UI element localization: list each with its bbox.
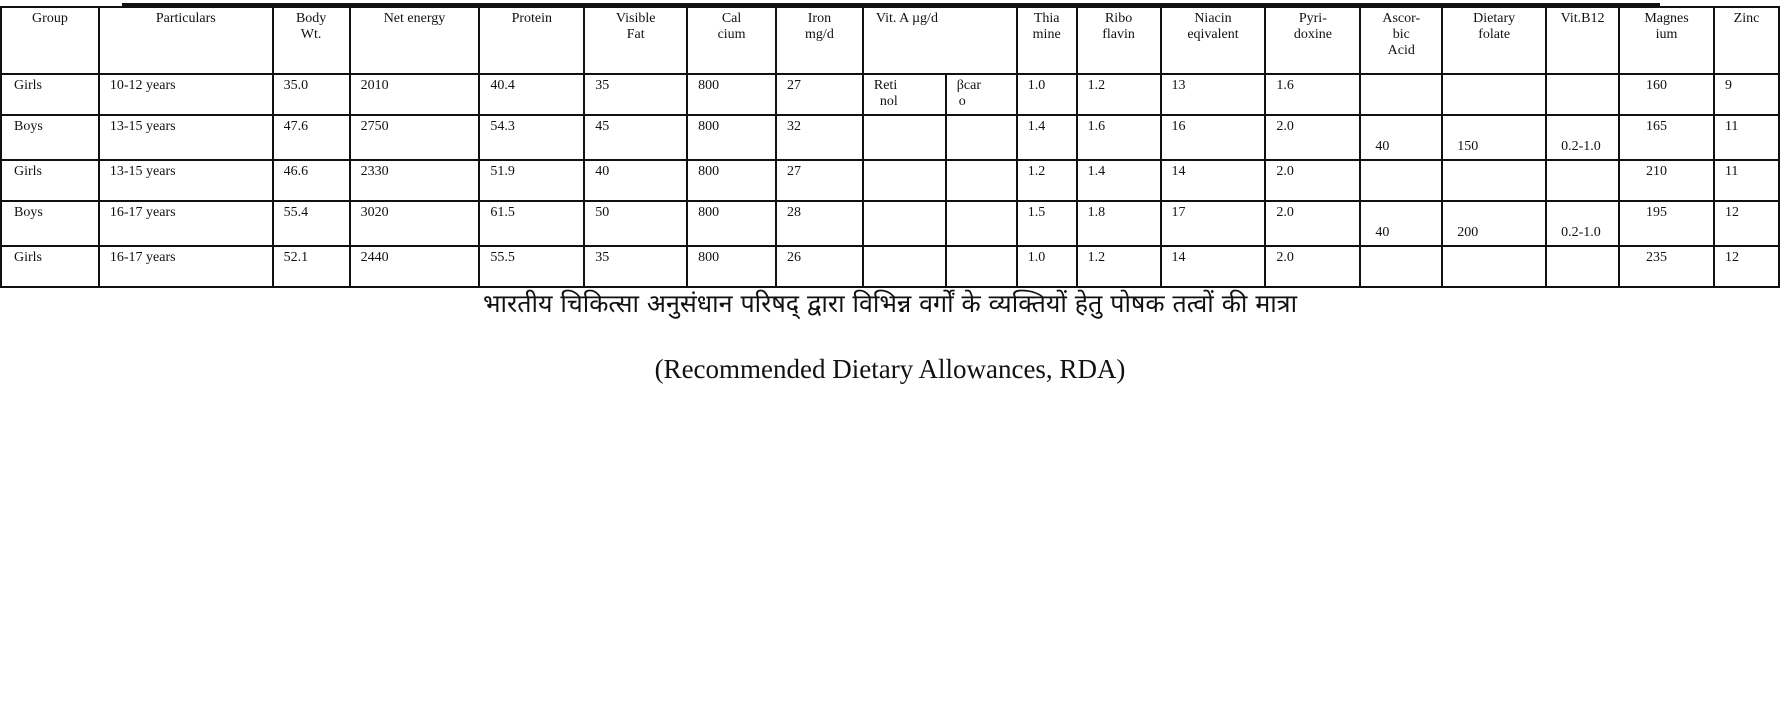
cell-ascorbic: 40 <box>1360 201 1442 246</box>
cell-vita-bcarotene <box>946 246 1017 287</box>
header-line: Vit.B12 <box>1560 11 1605 26</box>
header-net-energy <box>350 7 480 74</box>
cell-group: Girls <box>1 160 99 201</box>
cell-calcium: 800 <box>687 115 776 160</box>
cell-fat: 35 <box>584 74 687 115</box>
cell-vita-retinol <box>863 160 946 201</box>
cell-niacin: 14 <box>1161 160 1266 201</box>
header-line: folate <box>1478 27 1511 42</box>
cell-magnesium: 160 <box>1619 74 1714 115</box>
cell-particulars: 13-15 years <box>99 160 273 201</box>
header-line: Particulars <box>155 11 216 26</box>
cell-ascorbic: 40 <box>1360 115 1442 160</box>
cell-magnesium: 235 <box>1619 246 1714 287</box>
header-particulars <box>99 7 273 74</box>
header-line: bic <box>1392 27 1410 42</box>
cell-folate: 150 <box>1442 115 1546 160</box>
caption-hindi: भारतीय चिकित्सा अनुसंधान परिषद् द्वारा विभिन्न वर्गों के व्यक्तियों हेतु पोषक तत्वों की मात्रा <box>482 289 1298 318</box>
cell-calcium: 800 <box>687 201 776 246</box>
cell-particulars: 13-15 years <box>99 115 273 160</box>
cell-b12: 0.2-1.0 <box>1546 115 1619 160</box>
header-thiamine <box>1017 7 1077 74</box>
header-line: Zinc <box>1733 11 1760 26</box>
header-line: Ascor- <box>1382 11 1421 26</box>
cell-ascorbic <box>1360 246 1442 287</box>
cell-calcium: 800 <box>687 246 776 287</box>
header-calcium <box>687 7 776 74</box>
cell-zinc: 11 <box>1714 160 1779 201</box>
cell-body_wt: 52.1 <box>273 246 350 287</box>
header-line: mg/d <box>805 27 834 42</box>
cell-pyridoxine: 2.0 <box>1265 201 1360 246</box>
cell-energy: 2750 <box>350 115 480 160</box>
header-line: doxine <box>1293 27 1332 42</box>
cell-zinc: 12 <box>1714 246 1779 287</box>
header-dietary-folate <box>1442 7 1546 74</box>
cell-magnesium: 210 <box>1619 160 1714 201</box>
header-niacin <box>1161 7 1266 74</box>
cell-protein: 40.4 <box>479 74 584 115</box>
cell-ascorbic <box>1360 160 1442 201</box>
header-line: Thia <box>1033 11 1060 26</box>
cell-fat: 35 <box>584 246 687 287</box>
header-riboflavin <box>1077 7 1161 74</box>
header-ascorbic-acid <box>1360 7 1442 74</box>
cell-b12 <box>1546 160 1619 201</box>
cell-particulars: 16-17 years <box>99 246 273 287</box>
header-group <box>1 7 99 74</box>
header-line: Vit. A µg/d <box>875 11 938 26</box>
cell-b12 <box>1546 74 1619 115</box>
cell-iron: 26 <box>776 246 863 287</box>
rda-table <box>0 6 1780 288</box>
cell-pyridoxine: 2.0 <box>1265 115 1360 160</box>
header-line: Pyri- <box>1298 11 1327 26</box>
cell-riboflavin: 1.8 <box>1077 201 1161 246</box>
header-line: Body <box>295 11 327 26</box>
header-magnesium <box>1619 7 1714 74</box>
header-line: Magnes <box>1644 11 1689 26</box>
cell-body_wt: 35.0 <box>273 74 350 115</box>
cell-calcium: 800 <box>687 160 776 201</box>
cell-energy: 2330 <box>350 160 480 201</box>
header-vit-b12 <box>1546 7 1619 74</box>
cell-particulars: 16-17 years <box>99 201 273 246</box>
caption-english: (Recommended Dietary Allowances, RDA) <box>654 354 1126 384</box>
cell-magnesium: 165 <box>1619 115 1714 160</box>
cell-iron: 32 <box>776 115 863 160</box>
cell-riboflavin: 1.2 <box>1077 74 1161 115</box>
cell-body_wt: 55.4 <box>273 201 350 246</box>
vita-sub-label: Reti <box>873 78 898 93</box>
cell-folate: 200 <box>1442 201 1546 246</box>
header-line: eqivalent <box>1187 27 1239 42</box>
cell-zinc: 12 <box>1714 201 1779 246</box>
table-row <box>1 201 1779 246</box>
cell-ascorbic <box>1360 74 1442 115</box>
header-line: Group <box>32 11 68 26</box>
header-line: Cal <box>721 11 742 26</box>
vita-sub-label: nol <box>879 94 898 109</box>
cell-protein: 54.3 <box>479 115 584 160</box>
cell-riboflavin: 1.2 <box>1077 246 1161 287</box>
cell-niacin: 16 <box>1161 115 1266 160</box>
cell-zinc: 9 <box>1714 74 1779 115</box>
cell-folate <box>1442 246 1546 287</box>
header-iron <box>776 7 863 74</box>
cell-fat: 45 <box>584 115 687 160</box>
cell-group: Girls <box>1 74 99 115</box>
cell-b12: 0.2-1.0 <box>1546 201 1619 246</box>
header-vit-a <box>863 7 1017 74</box>
cell-thiamine: 1.0 <box>1017 246 1077 287</box>
cell-iron: 27 <box>776 160 863 201</box>
table-row <box>1 74 1779 115</box>
table-row <box>1 246 1779 287</box>
cell-protein: 55.5 <box>479 246 584 287</box>
header-line: Niacin <box>1194 11 1232 26</box>
header-line: ium <box>1655 27 1678 42</box>
cell-protein: 61.5 <box>479 201 584 246</box>
cell-pyridoxine: 2.0 <box>1265 160 1360 201</box>
header-line: flavin <box>1102 27 1135 42</box>
cell-riboflavin: 1.4 <box>1077 160 1161 201</box>
header-line: cium <box>717 27 746 42</box>
header-line: Iron <box>807 11 832 26</box>
header-protein <box>479 7 584 74</box>
cell-energy: 3020 <box>350 201 480 246</box>
header-line: Fat <box>626 27 645 42</box>
cell-group: Boys <box>1 201 99 246</box>
cell-b12 <box>1546 246 1619 287</box>
header-visible-fat <box>584 7 687 74</box>
cell-thiamine: 1.4 <box>1017 115 1077 160</box>
cell-body_wt: 47.6 <box>273 115 350 160</box>
cell-energy: 2010 <box>350 74 480 115</box>
header-line: Net energy <box>383 11 446 26</box>
header-row <box>1 7 1779 74</box>
cell-thiamine: 1.5 <box>1017 201 1077 246</box>
cell-group: Boys <box>1 115 99 160</box>
header-line: Dietary <box>1473 11 1516 26</box>
header-line: Visible <box>615 11 656 26</box>
cell-vita-retinol <box>863 115 946 160</box>
cell-thiamine: 1.0 <box>1017 74 1077 115</box>
cell-iron: 27 <box>776 74 863 115</box>
header-zinc <box>1714 7 1779 74</box>
header-line: Wt. <box>300 27 322 42</box>
header-line: mine <box>1032 27 1061 42</box>
cell-folate <box>1442 160 1546 201</box>
table-row <box>1 160 1779 201</box>
header-line: Ribo <box>1104 11 1133 26</box>
cell-vita-bcarotene <box>946 201 1017 246</box>
cell-vita-retinol <box>863 246 946 287</box>
cell-zinc: 11 <box>1714 115 1779 160</box>
cell-niacin: 17 <box>1161 201 1266 246</box>
cell-protein: 51.9 <box>479 160 584 201</box>
cell-thiamine: 1.2 <box>1017 160 1077 201</box>
cell-particulars: 10-12 years <box>99 74 273 115</box>
cell-folate <box>1442 74 1546 115</box>
cell-vita-retinol <box>863 74 946 115</box>
cell-group: Girls <box>1 246 99 287</box>
cell-pyridoxine: 1.6 <box>1265 74 1360 115</box>
cell-vita-retinol <box>863 201 946 246</box>
cell-riboflavin: 1.6 <box>1077 115 1161 160</box>
cell-body_wt: 46.6 <box>273 160 350 201</box>
cell-energy: 2440 <box>350 246 480 287</box>
header-pyridoxine <box>1265 7 1360 74</box>
cell-niacin: 14 <box>1161 246 1266 287</box>
header-line: Acid <box>1387 43 1415 58</box>
cell-vita-bcarotene <box>946 74 1017 115</box>
header-body-wt <box>273 7 350 74</box>
cell-vita-bcarotene <box>946 160 1017 201</box>
cell-vita-bcarotene <box>946 115 1017 160</box>
cell-pyridoxine: 2.0 <box>1265 246 1360 287</box>
cell-fat: 40 <box>584 160 687 201</box>
vita-sub-label: o <box>958 94 966 109</box>
vita-sub-label: βcar <box>956 78 981 93</box>
cell-magnesium: 195 <box>1619 201 1714 246</box>
cell-fat: 50 <box>584 201 687 246</box>
table-row <box>1 115 1779 160</box>
cell-iron: 28 <box>776 201 863 246</box>
header-line: Protein <box>511 11 553 26</box>
cell-niacin: 13 <box>1161 74 1266 115</box>
cell-calcium: 800 <box>687 74 776 115</box>
